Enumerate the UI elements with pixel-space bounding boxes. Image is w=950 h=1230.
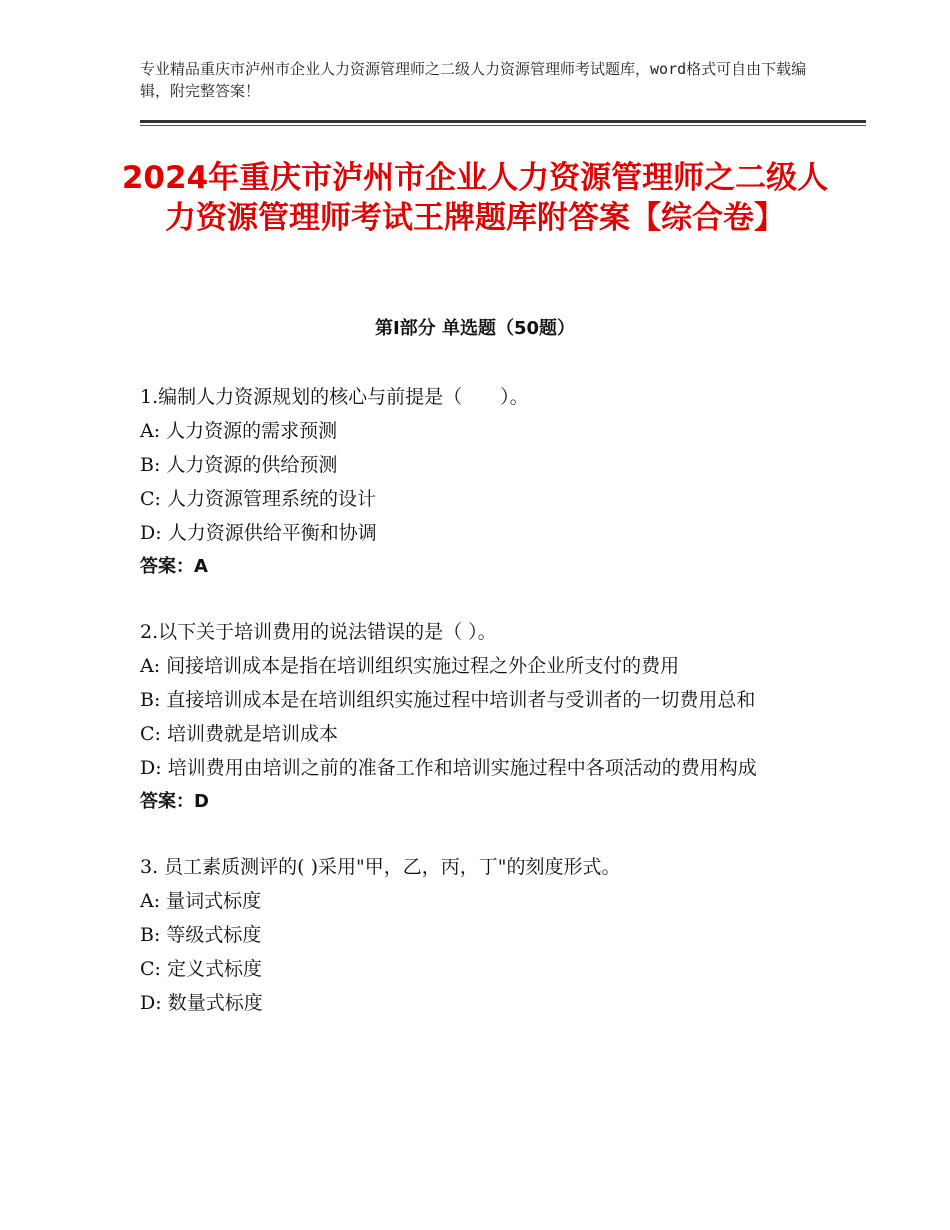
option-key: D: (140, 757, 162, 779)
option-text: 培训费就是培训成本 (167, 723, 339, 745)
option-text: 等级式标度 (166, 924, 262, 946)
option-text: 人力资源的需求预测 (166, 420, 338, 442)
option-key: B: (140, 454, 161, 476)
option-d (140, 986, 810, 1020)
option-b (140, 448, 810, 482)
option-text: 人力资源的供给预测 (166, 454, 338, 476)
header-note: 专业精品重庆市泸州市企业人力资源管理师之二级人力资源管理师考试题库，word格式可自由下载编辑，附完整答案！ (140, 60, 807, 100)
option-c (140, 717, 810, 751)
option-text: 人力资源管理系统的设计 (167, 488, 377, 510)
answer-label: 答案：D (140, 791, 209, 812)
option-text: 定义式标度 (167, 958, 263, 980)
option-b (140, 918, 810, 952)
option-text: 量词式标度 (166, 890, 262, 912)
question-1 (140, 380, 810, 584)
option-key: A: (140, 420, 161, 442)
option-c (140, 952, 810, 986)
header-rule-thick (140, 120, 866, 123)
question-stem: 3. 员工素质测评的( )采用"甲，乙，丙，丁"的刻度形式。 (140, 856, 621, 878)
option-key: B: (140, 924, 161, 946)
option-key: C: (140, 488, 161, 510)
question-3 (140, 850, 810, 1020)
section-title: 第Ⅰ部分 单选题（50题） (374, 318, 575, 339)
option-text: 直接培训成本是在培训组织实施过程中培训者与受训者的一切费用总和 (166, 689, 756, 711)
option-text: 数量式标度 (167, 992, 263, 1014)
answer-label: 答案：A (140, 556, 208, 577)
option-key: D: (140, 992, 162, 1014)
question-stem: 2.以下关于培训费用的说法错误的是（ ）。 (140, 621, 497, 643)
option-key: A: (140, 655, 161, 677)
document-title: 2024年重庆市泸州市企业人力资源管理师之二级人力资源管理师考试王牌题库附答案【综合卷】 (121, 160, 829, 236)
option-key: B: (140, 689, 161, 711)
option-text: 培训费用由培训之前的准备工作和培训实施过程中各项活动的费用构成 (167, 757, 757, 779)
option-b (140, 683, 810, 717)
option-a (140, 414, 810, 448)
question-2 (140, 615, 810, 819)
question-list (140, 380, 810, 1051)
option-d (140, 516, 810, 550)
option-c (140, 482, 810, 516)
option-text: 间接培训成本是指在培训组织实施过程之外企业所支付的费用 (166, 655, 680, 677)
option-d (140, 751, 810, 785)
option-key: D: (140, 522, 162, 544)
option-key: C: (140, 723, 161, 745)
option-text: 人力资源供给平衡和协调 (167, 522, 377, 544)
option-key: A: (140, 890, 161, 912)
option-a (140, 649, 810, 683)
header-rule-thin (140, 125, 866, 126)
option-a (140, 884, 810, 918)
option-key: C: (140, 958, 161, 980)
question-stem: 1.编制人力资源规划的核心与前提是（ ）。 (140, 386, 529, 408)
